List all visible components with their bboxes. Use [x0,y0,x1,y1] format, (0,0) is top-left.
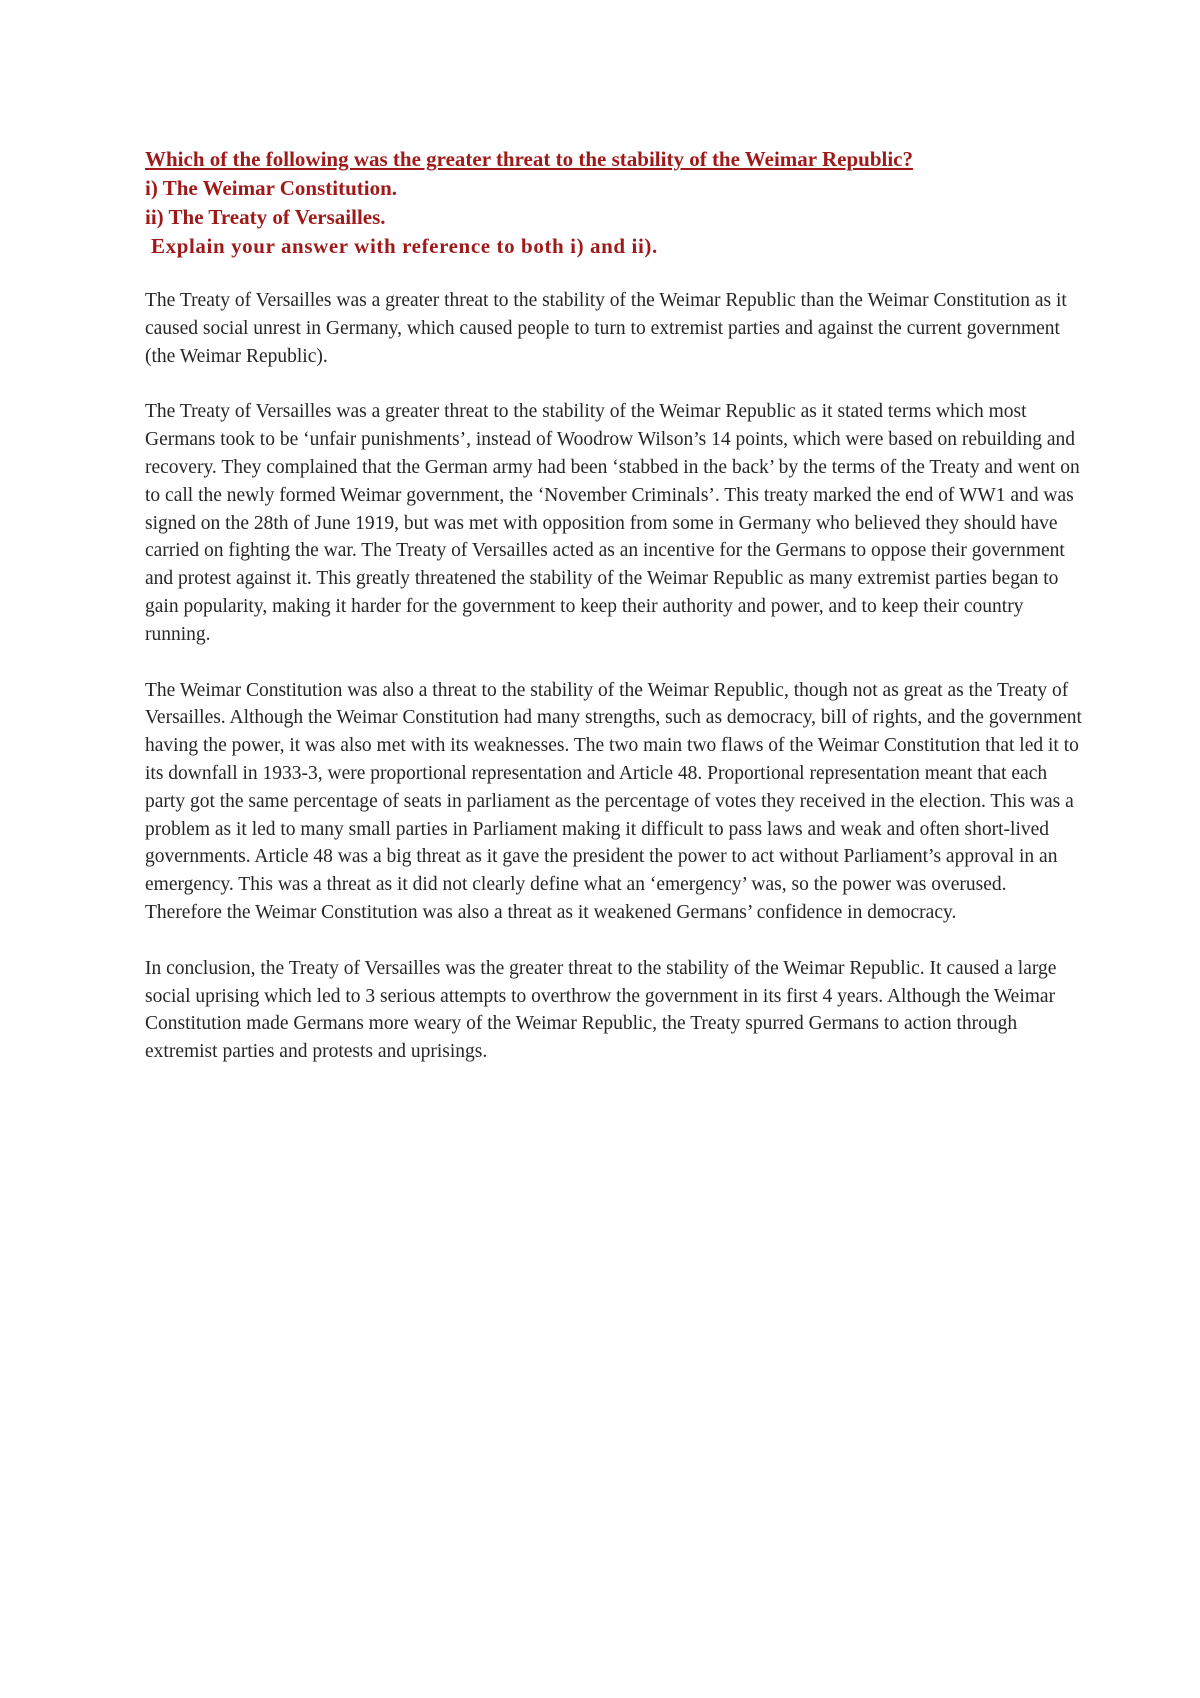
question-title: Which of the following was the greater threat to the stability of the Weimar Republic? [145,147,913,171]
paragraph-treaty-of-versailles: The Treaty of Versailles was a greater threat to the stability of the Weimar Republic as it stated terms which most Germans took to be ‘unfair punishments’, instead of Woodrow Wilson’s 14 points, which were based on rebuilding and recovery. They complained that the German army had been ‘stabbed in the back’ by the terms of the Treaty and went on to call the newly formed Weimar government, the ‘November Criminals’. This treaty marked the end of WW1 and was signed on the 28th of June 1919, but was met with opposition from some in Germany who believed they should have carried on fighting the war. The Treaty of Versailles acted as an incentive for the Germans to oppose their government and protest against it. This greatly threatened the stability of the Weimar Republic as many extremist parties began to gain popularity, making it harder for the government to keep their authority and power, and to keep their country running. [145,401,1080,645]
paragraph-introduction: The Treaty of Versailles was a greater threat to the stability of the Weimar Republic than the Weimar Constitution as it caused social unrest in Germany, which caused people to turn to extremist parties and against the current government (the Weimar Republic). [145,290,1067,367]
paragraph-conclusion: In conclusion, the Treaty of Versailles was the greater threat to the stability of the Weimar Republic. It caused a large social uprising which led to 3 serious attempts to overthrow the government in its first 4 years. Although the Weimar Constitution made Germans more weary of the Weimar Republic, the Treaty spurred Germans to action through extremist parties and protests and uprisings. [145,957,1057,1063]
question-instruction: Explain your answer with reference to both i) and ii). [151,234,658,258]
document-page [145,145,1085,1094]
essay-question [145,145,1085,261]
paragraph-weimar-constitution: The Weimar Constitution was also a threat to the stability of the Weimar Republic, though not as great as the Treaty of Versailles. Although the Weimar Constitution had many strengths, such as democracy, bill of rights, and the government having the power, it was also met with its weaknesses. The two main two flaws of the Weimar Constitution that led it to its downfall in 1933-3, were proportional representation and Article 48. Proportional representation meant that each party got the same percentage of seats in parliament as the percentage of votes they received in the election. This was a problem as it led to many small parties in Parliament making it difficult to pass laws and weak and often short-lived governments. Article 48 was a big threat as it gave the president the power to act without Parliament’s approval in an emergency. This was a threat as it did not clearly define what an ‘emergency’ was, so the power was overused. Therefore the Weimar Constitution was also a threat as it weakened Germans’ confidence in democracy. [145,679,1082,923]
question-option-2: ii) The Treaty of Versailles. [145,205,386,229]
question-option-1: i) The Weimar Constitution. [145,176,398,200]
